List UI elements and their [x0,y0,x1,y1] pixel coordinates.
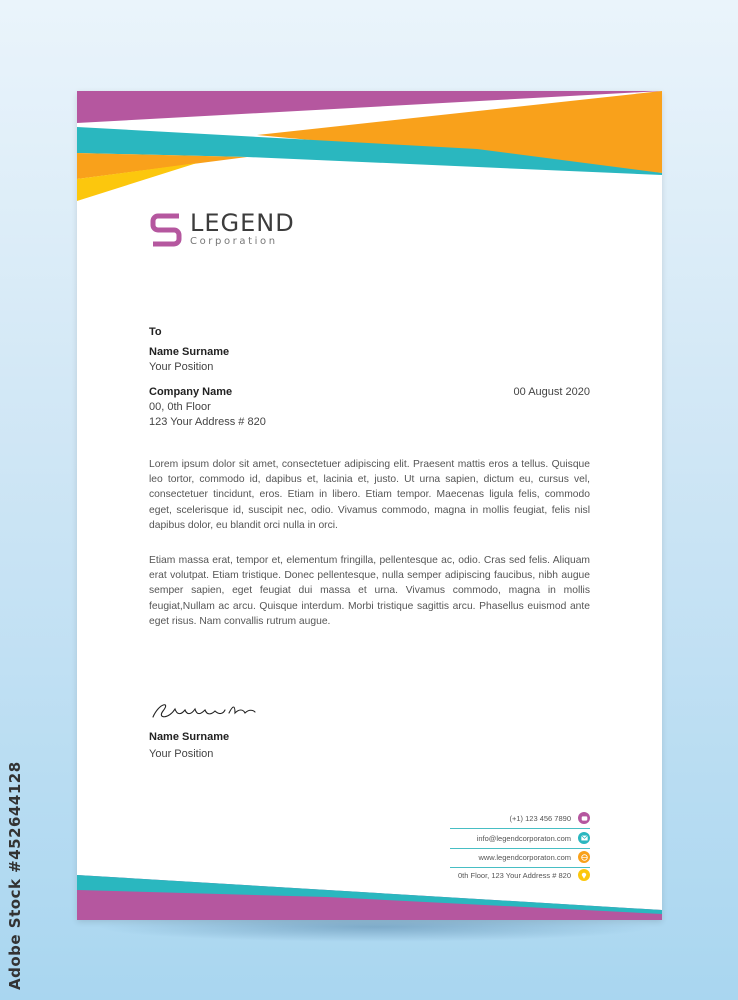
company-logo [149,211,295,248]
footer-decoration [77,870,662,920]
recipient-position: Your Position [149,361,214,373]
signature-script [149,699,259,723]
email-text: info@legendcorporaton.com [476,833,571,843]
recipient-address-line1: 00, 0th Floor [149,401,211,413]
body-paragraph-1: Lorem ipsum dolor sit amet, consectetuer adipiscing elit. Praesent mattis eros a tellus. Quisque leo tortor, commodo id, dapibus et, lacinia et, justo. Ut urna sapien, dictum eu, cursus vel, consectetuer tincidunt, eros. Etiam in libero. Etiam tempor. Maecenas ligula felis, commodo eget, scelerisque id, suscipit nec, odio. Vivamus commodo, magna in mollis feugiat, felis nisl dapibus dolor, eu blandit orci nulla in orci. [149,459,590,531]
phone-text: (+1) 123 456 7890 [509,813,571,823]
web-icon [578,851,590,863]
recipient-company: Company Name [149,386,233,398]
header-decoration [77,91,662,211]
letter-date: 00 August 2020 [513,386,590,398]
to-label: To [149,326,162,338]
email-icon [578,832,590,844]
signer-position: Your Position [149,748,214,760]
recipient-address-line2: 123 Your Address # 820 [149,416,266,428]
body-paragraph-2: Etiam massa erat, tempor et, elementum fringilla, pellentesque ac, odio. Cras sed felis. Aliquam erat volutpat. Etiam tristique. Donec pellentesque, nulla semper adipiscing faucibus, nibh augue semper sapien, eget feugiat dui massa et urna. Vivamus commodo, magna in mollis feugiat,Nullam ac arcu. Quisque interdum. Morbi tristique sagittis arcu. Phasellus euismod ante eget risus. Nam convallis rutrum augue. [149,555,590,627]
contact-divider [450,828,590,829]
address-text: 0th Floor, 123 Your Address # 820 [457,870,571,880]
contact-email [477,832,590,844]
stock-logo-text: Adobe Stock [6,872,24,990]
logo-mark-icon [149,212,183,248]
contact-divider [450,848,590,849]
contact-phone [509,812,590,824]
company-tagline: Corporation [190,236,278,247]
contact-divider [450,867,590,868]
header-orange-left [77,153,247,179]
recipient-name: Name Surname [149,346,230,358]
company-name: LEGEND [190,209,295,237]
stock-id: #452644128 [6,761,24,873]
signer-name: Name Surname [149,731,230,743]
letterhead-page [77,91,662,920]
phone-icon [578,812,590,824]
contact-website [478,851,590,863]
website-text: www.legendcorporaton.com [478,852,571,862]
stock-id-watermark [6,761,24,990]
